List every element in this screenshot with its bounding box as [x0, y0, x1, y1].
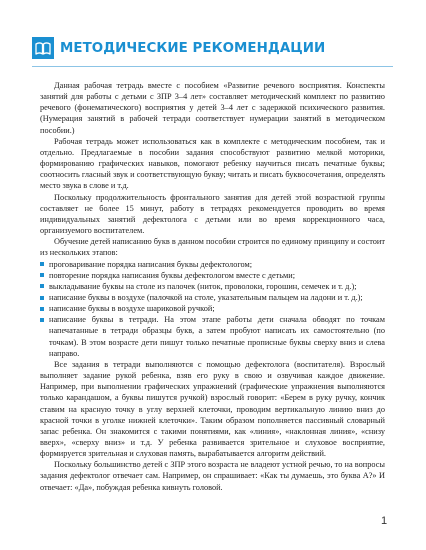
- list-item: [40, 303, 385, 314]
- paragraph: Рабочая тетрадь может использоваться как в комплекте с методическим пособием, так и отдельно. Предлагаемые в пособии задания способствуют развитию мелкой моторики, формированию графических навыков, помогают ребенку научиться писать печатные буквы; соотносить гласный звук и соответствующую букву; читать и писать буквосочетания, определять место звука в слове и т.д.: [40, 136, 385, 191]
- bullet-square-icon: [40, 318, 44, 322]
- paragraph: Данная рабочая тетрадь вместе с пособием «Развитие речевого восприятия. Конспекты занятий для работы с детьми с ЗПР 3–4 лет» составляет методический комплект по развитию речевого (фонематического) восприятия у детей 3–4 лет с задержкой психического развития. (Нумерация занятий в рабочей тетради соответствует нумерации занятий в методическом пособии.): [40, 81, 385, 135]
- paragraph: Поскольку продолжительность фронтального занятия для детей этой возрастной группы составляет не более 15 минут, работу в тетрадях рекомендуется проводить во время индивидуальных занятий дефектолога с детьми или во время коррекционного часа, организуемого воспитателем.: [40, 192, 385, 236]
- section-header: [32, 37, 392, 59]
- list-item-text: написание буквы в воздухе (палочкой на столе, указательным пальцем на ладони и т. д.);: [49, 292, 363, 302]
- list-item-text: проговаривание порядка написания буквы дефектологом;: [49, 259, 253, 269]
- paragraph: Все задания в тетради выполняются с помощью дефектолога (воспитателя). Взрослый выполняет задание рукой ребенка, взяв его руку в свою и озвучивая каждое движение. Например, при выполнении графических упражнений (графические упражнения выполняются только карандашом, а буквы пишутся ручкой) взрослый говорит: «Берем в руку ручку, кончик ставим на красную точку в углу верхней клеточки, проводим вертикальную линию вниз до красной точки в уголке нижней клеточки». Таким образом пополняется пассивный словарный запас ребенка. Он знакомится с такими понятиями, как «линия», «наклонная линия», «снизу вверх», «сверху вниз» и т.д. У ребенка развивается зрительное и слуховое восприятие, формируется зрительная и слуховая память, вырабатывается алгоритм действий.: [40, 359, 385, 459]
- bullet-square-icon: [40, 262, 44, 266]
- body-text: [40, 80, 385, 493]
- list-item-text: повторение порядка написания буквы дефектологом вместе с детьми;: [49, 270, 296, 280]
- bullet-square-icon: [40, 296, 44, 300]
- list-item: [40, 314, 385, 359]
- list-item: [40, 259, 385, 270]
- list-item: [40, 281, 385, 292]
- header-divider: [32, 66, 393, 67]
- bullet-square-icon: [40, 273, 44, 277]
- page-number: 1: [381, 515, 388, 527]
- list-item-text: написание буквы в тетради. На этом этапе работы дети сначала обводят по точкам напечатанные в тетради образцы букв, а затем пробуют написать их самостоятельно (по точкам). В этом возрасте дети пишут только печатные прописные буквы сверху вниз и слева направо.: [49, 315, 385, 358]
- bullet-square-icon: [40, 307, 44, 311]
- steps-list: [40, 259, 385, 359]
- bullet-square-icon: [40, 284, 44, 288]
- paragraph: Поскольку большинство детей с ЗПР этого возраста не владеют устной речью, то на вопросы задания дефектолог отвечает сам. Например, он спрашивает: «Как ты думаешь, это буква А?» И отвечает: «Да», побуждая ребенка кивнуть головой.: [40, 460, 385, 492]
- list-item-text: выкладывание буквы на столе из палочек (ниток, проволоки, горошин, семечек и т. д.);: [49, 281, 357, 291]
- list-item: [40, 292, 385, 303]
- list-item: [40, 270, 385, 281]
- page-title: МЕТОДИЧЕСКИЕ РЕКОМЕНДАЦИИ: [60, 40, 326, 56]
- list-item-text: написание буквы в воздухе шариковой ручкой;: [49, 304, 215, 314]
- open-book-icon: [32, 37, 54, 59]
- paragraph: Обучение детей написанию букв в данном пособии строится по единому принципу и состоит из нескольких этапов:: [40, 237, 385, 258]
